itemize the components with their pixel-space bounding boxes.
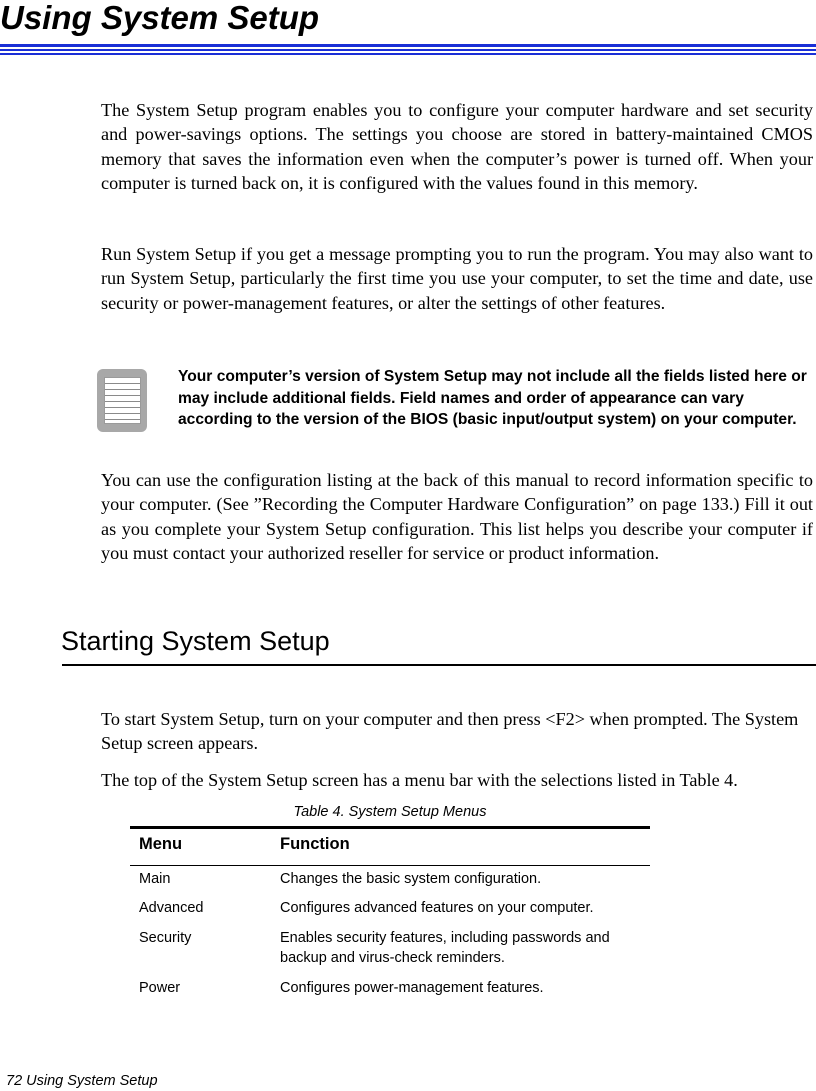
table-cell-menu-power: Power bbox=[139, 980, 181, 996]
table-caption: Table 4. System Setup Menus bbox=[293, 804, 487, 820]
table-cell-menu-security: Security bbox=[139, 930, 192, 946]
start-setup-paragraph: To start System Setup, turn on your computer and then press <F2> when prompted. The System Setup screen appears. bbox=[101, 709, 799, 754]
table-header-rule bbox=[130, 865, 650, 866]
table-header-menu: Menu bbox=[139, 835, 183, 853]
table-top-rule bbox=[130, 826, 650, 829]
run-setup-paragraph: Run System Setup if you get a message prompting you to run the program. You may also want to run System Setup, particularly the first time you use your computer, to set the time and date, use security or power-management features, or alter the settings of other features. bbox=[101, 244, 813, 313]
intro-paragraph: The System Setup program enables you to configure your computer hardware and set security and power-savings options. The settings you choose are stored in battery-maintained CMOS memory that saves the information even when the computer’s power is turned off. When your computer is turned back on, it is configured with the values found in this memory. bbox=[101, 100, 813, 193]
page-footer: 72 Using System Setup bbox=[6, 1073, 158, 1089]
section-rule bbox=[62, 664, 816, 666]
section-title: Starting System Setup bbox=[61, 626, 330, 656]
table-cell-function-advanced: Configures advanced features on your computer. bbox=[280, 900, 594, 916]
table-cell-menu-advanced: Advanced bbox=[139, 900, 204, 916]
chapter-title: Using System Setup bbox=[0, 0, 320, 36]
table-cell-function-security: Enables security features, including passwords and backup and virus-check reminders. bbox=[280, 930, 610, 966]
title-rule-top bbox=[0, 44, 816, 47]
notepad-paper bbox=[104, 377, 141, 424]
menu-bar-paragraph: The top of the System Setup screen has a menu bar with the selections listed in Table 4. bbox=[101, 770, 738, 790]
note-text: Your computer’s version of System Setup may not include all the fields listed here or may include additional fields. Field names and order of appearance can vary according to the version of the BIOS (basic input/output system) on your computer. bbox=[178, 368, 807, 428]
table-cell-function-power: Configures power-management features. bbox=[280, 980, 544, 996]
table-cell-menu-main: Main bbox=[139, 871, 171, 887]
table-cell-function-main: Changes the basic system configuration. bbox=[280, 871, 542, 887]
title-rule-bottom bbox=[0, 53, 816, 55]
configuration-listing-paragraph: You can use the configuration listing at the back of this manual to record information specific to your computer. (See ”Recording the Computer Hardware Configuration” on page 133.) Fill it out as you complete your System Setup configuration. This list helps you describe your computer if you must contact your authorized reseller for service or product information. bbox=[101, 470, 813, 563]
notepad-icon bbox=[97, 369, 147, 432]
table-header-function: Function bbox=[280, 835, 350, 853]
title-rule-middle bbox=[0, 49, 816, 51]
